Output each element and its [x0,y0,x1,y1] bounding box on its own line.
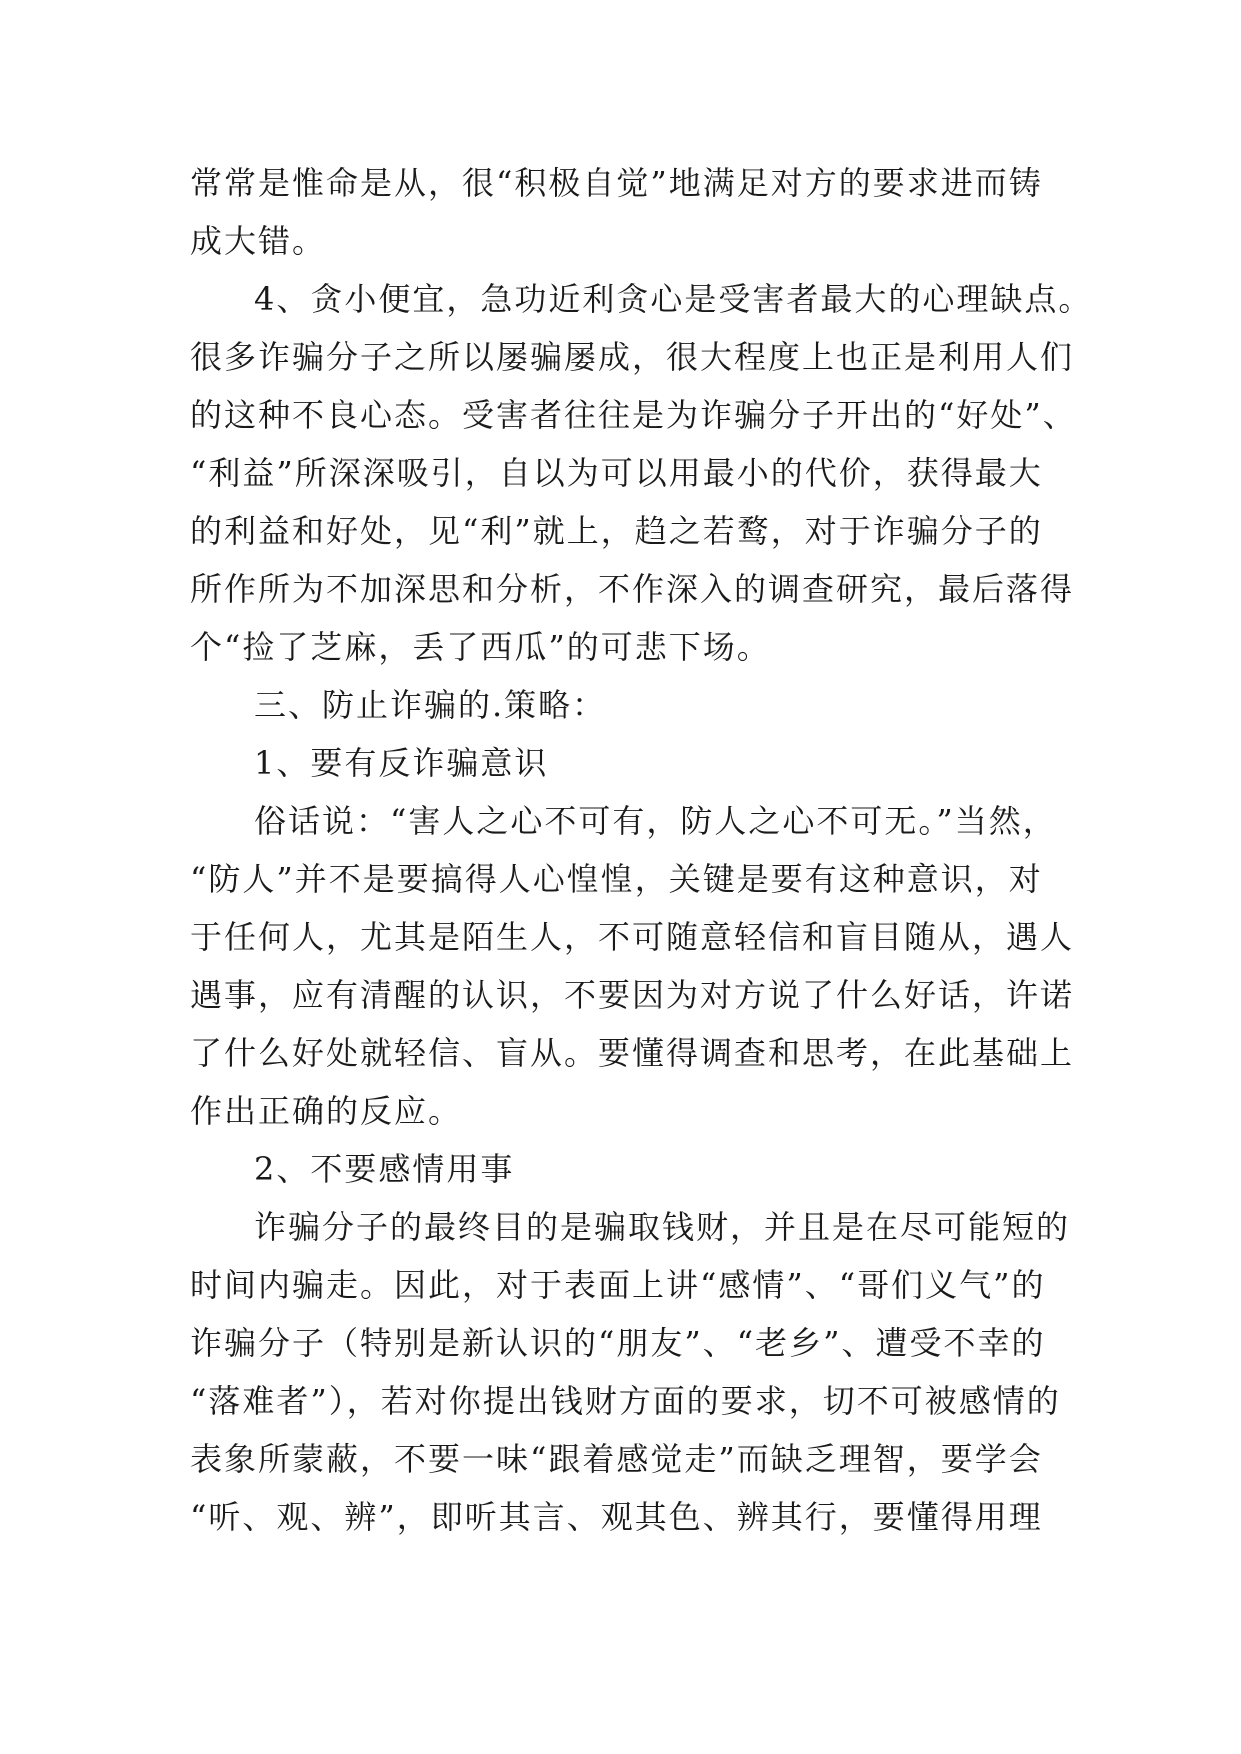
text-line: 遇事，应有清醒的认识，不要因为对方说了什么好话，许诺 [190,976,1075,1014]
text-line: 所作所为不加深思和分析，不作深入的调查研究，最后落得 [190,570,1075,608]
text-line: “落难者”），若对你提出钱财方面的要求，切不可被感情的 [190,1382,1061,1420]
text-line: 于任何人，尤其是陌生人，不可随意轻信和盲目随从，遇人 [190,918,1075,956]
text-line: 表象所蒙蔽，不要一味“跟着感觉走”而缺乏理智，要学会 [190,1440,1043,1478]
text-line: 的利益和好处，见“利”就上，趋之若鹜，对于诈骗分子的 [190,512,1043,550]
text-line: 时间内骗走。因此，对于表面上讲“感情”、“哥们义气”的 [190,1266,1046,1304]
text-line: 很多诈骗分子之所以屡骗屡成，很大程度上也正是利用人们 [190,338,1075,376]
text-line: “防人”并不是要搞得人心惶惶，关键是要有这种意识，对 [190,860,1043,898]
text-line: 作出正确的反应。 [190,1092,463,1130]
text-line: 诈骗分子（特别是新认识的“朋友”、“老乡”、遭受不幸的 [190,1324,1046,1362]
section-heading: 三、防止诈骗的.策略： [254,686,607,724]
text-line: 常常是惟命是从，很“积极自觉”地满足对方的要求进而铸 [190,164,1043,202]
text-line: 诈骗分子的最终目的是骗取钱财，并且是在尽可能短的 [254,1208,1071,1246]
subsection-heading: 1、要有反诈骗意识 [254,744,549,782]
text-line: 俗话说：“害人之心不可有，防人之心不可无。”当然， [254,802,1057,840]
text-line: 了什么好处就轻信、盲从。要懂得调查和思考，在此基础上 [190,1034,1075,1072]
text-line: “听、观、辨”，即听其言、观其色、辨其行，要懂得用理 [190,1498,1043,1536]
text-line: 成大错。 [190,222,327,260]
text-line: 4、贪小便宜，急功近利贪心是受害者最大的心理缺点。 [254,280,1093,318]
text-line: 个“捡了芝麻，丢了西瓜”的可悲下场。 [190,628,771,666]
text-line: “利益”所深深吸引，自以为可以用最小的代价，获得最大 [190,454,1043,492]
subsection-heading: 2、不要感情用事 [254,1150,515,1188]
text-line: 的这种不良心态。受害者往往是为诈骗分子开出的“好处”、 [190,396,1077,434]
